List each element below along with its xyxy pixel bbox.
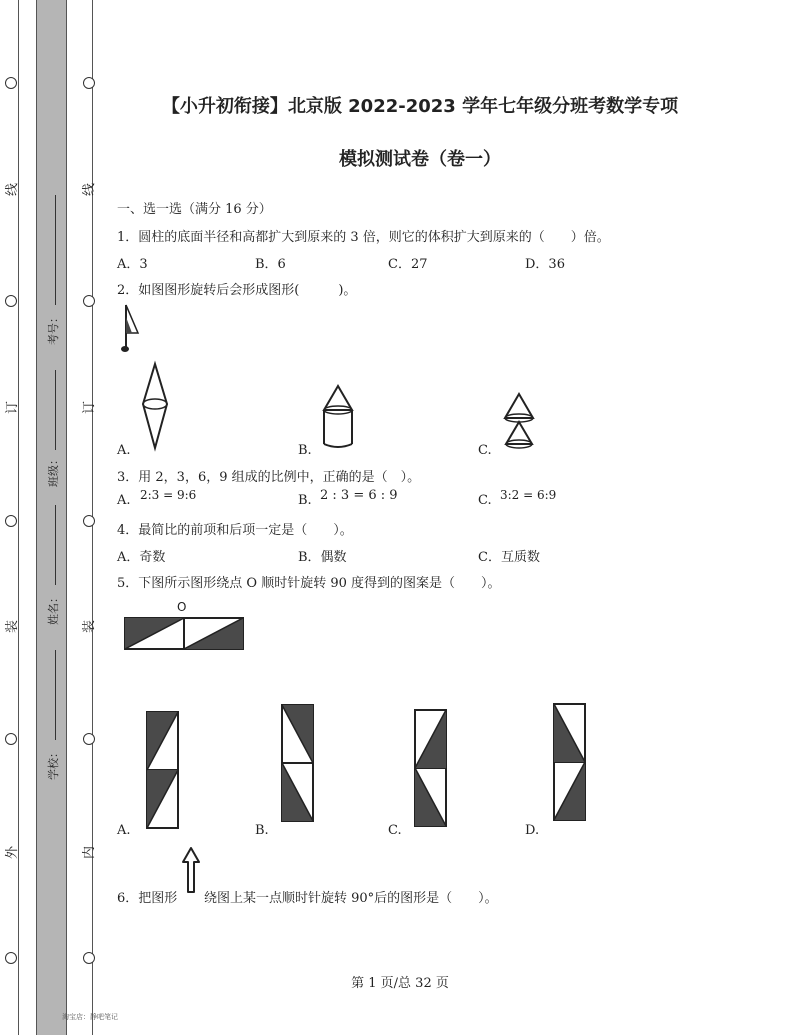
side-char-zhuang-inner: 装 xyxy=(82,619,98,634)
question-3-option-a-label[interactable]: A. xyxy=(117,493,131,508)
question-4-stem: 4．最简比的前项和后项一定是（ ）。 xyxy=(117,523,353,538)
rotation-point-label: O xyxy=(177,600,187,614)
question-5-figure-c xyxy=(414,709,447,827)
question-5-figure-a xyxy=(146,711,179,829)
question-2-option-c[interactable]: C. xyxy=(478,443,492,458)
field-line-school[interactable] xyxy=(55,650,56,740)
question-6-stem-end: 绕图上某一点顺时针旋转 90°后的图形是（ ）。 xyxy=(204,891,498,906)
field-label-name: 姓名： xyxy=(47,592,60,625)
question-5-stem: 5．下图所示图形绕点 O 顺时针旋转 90 度得到的图案是（ ）。 xyxy=(117,576,501,591)
question-1-option-b[interactable]: B．6 xyxy=(255,257,286,272)
question-1-option-a[interactable]: A．3 xyxy=(117,257,148,272)
cone-on-cylinder-figure xyxy=(322,384,354,450)
flag-shape-figure xyxy=(118,303,144,355)
binding-gray-band xyxy=(36,0,66,1035)
binding-hole-circle xyxy=(5,295,17,307)
cone-pair-figure xyxy=(502,392,536,450)
question-3-stem: 3．用 2，3，6，9 组成的比例中，正确的是（ ）。 xyxy=(117,470,421,485)
page-title-line-1: 【小升初衔接】北京版 2022-2023 学年七年级分班考数学专项 xyxy=(161,96,679,117)
question-3-option-b-label[interactable]: B. xyxy=(298,493,312,508)
field-label-class: 班级： xyxy=(47,454,60,487)
binding-hole-circle xyxy=(5,515,17,527)
binding-margin xyxy=(0,0,100,1035)
field-line-name[interactable] xyxy=(55,505,56,585)
outer-cut-line xyxy=(18,0,19,1035)
binding-hole-circle xyxy=(5,77,17,89)
side-char-ding-inner: 订 xyxy=(82,400,98,415)
binding-hole-circle xyxy=(5,733,17,745)
question-5-option-a[interactable]: A. xyxy=(117,823,131,838)
question-3-option-c-label[interactable]: C. xyxy=(478,493,492,508)
question-4-option-c[interactable]: C．互质数 xyxy=(478,550,540,565)
question-1-stem: 1．圆柱的底面半径和高都扩大到原来的 3 倍，则它的体积扩大到原来的（ ）倍。 xyxy=(117,230,610,245)
horizontal-triangle-strip xyxy=(124,617,244,650)
binding-hole-circle xyxy=(83,952,95,964)
question-1-option-c[interactable]: C．27 xyxy=(388,257,428,272)
side-char-ding-outer: 订 xyxy=(5,400,21,415)
question-5-option-b[interactable]: B. xyxy=(255,823,269,838)
question-3-option-a-expr: 2:3 = 9:6 xyxy=(140,488,197,502)
question-2-option-a[interactable]: A. xyxy=(117,443,131,458)
field-label-school: 学校： xyxy=(47,747,60,780)
binding-hole-circle xyxy=(83,733,95,745)
question-6-stem-start: 6．把图形 xyxy=(117,891,178,906)
side-char-xian-outer: 线 xyxy=(5,182,21,197)
side-char-wai-outer: 外 xyxy=(5,845,21,860)
binding-hole-circle xyxy=(83,515,95,527)
band-left-edge xyxy=(36,0,37,1035)
question-4-option-a[interactable]: A．奇数 xyxy=(117,550,166,565)
question-1-option-d[interactable]: D．36 xyxy=(525,257,565,272)
binding-hole-circle xyxy=(5,952,17,964)
side-char-nei-inner: 内 xyxy=(82,845,98,860)
side-char-zhuang-outer: 装 xyxy=(5,619,21,634)
binding-hole-circle xyxy=(83,295,95,307)
binding-hole-circle xyxy=(83,77,95,89)
page-title-line-2: 模拟测试卷（卷一） xyxy=(339,149,501,170)
question-5-option-d[interactable]: D. xyxy=(525,823,540,838)
watermark-note: 淘宝店：静吧笔记 xyxy=(62,1013,118,1021)
question-5-figure-d xyxy=(553,703,586,821)
field-label-exam-number: 考号： xyxy=(47,312,60,345)
up-arrow-figure xyxy=(181,846,201,894)
question-3-option-c-expr: 3:2 = 6:9 xyxy=(500,488,557,502)
field-line-class[interactable] xyxy=(55,370,56,450)
question-4-option-b[interactable]: B．偶数 xyxy=(298,550,347,565)
side-char-xian-inner: 线 xyxy=(82,182,98,197)
page-footer: 第 1 页/总 32 页 xyxy=(351,976,449,991)
question-5-figure-b xyxy=(281,704,314,822)
question-2-option-b[interactable]: B. xyxy=(298,443,312,458)
question-3-option-b-expr: 2 : 3 = 6 : 9 xyxy=(320,488,398,503)
band-right-edge xyxy=(66,0,67,1035)
section-heading: 一、选一选（满分 16 分） xyxy=(117,202,272,217)
field-line-exam-number[interactable] xyxy=(55,195,56,305)
double-cone-figure xyxy=(140,362,170,450)
question-5-option-c[interactable]: C. xyxy=(388,823,402,838)
question-2-stem: 2．如图图形旋转后会形成图形( )。 xyxy=(117,283,357,298)
